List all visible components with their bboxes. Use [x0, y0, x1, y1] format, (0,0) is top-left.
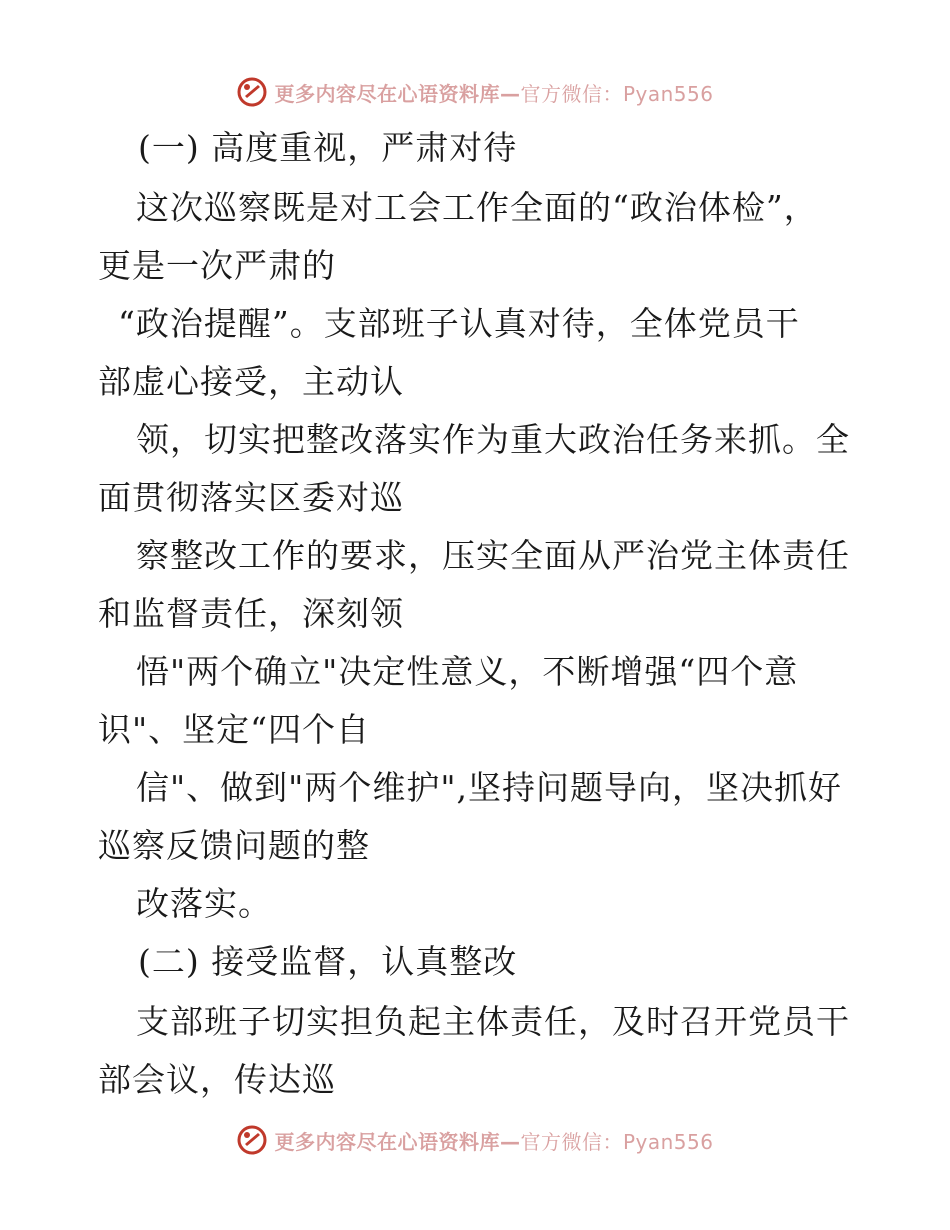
paragraph-line: 悟"两个确立"决定性意义，不断增强“四个意	[136, 652, 799, 691]
paragraph-line: 巡察反馈问题的整	[98, 826, 370, 865]
watermark-header	[0, 72, 950, 112]
watermark-wechat: 官方微信：Pyan556	[520, 1129, 714, 1154]
paragraph-line: 察整改工作的要求，压实全面从严治党主体责任	[136, 536, 850, 575]
logo-icon	[236, 1124, 268, 1156]
paragraph-line: 这次巡察既是对工会工作全面的“政治体检”，	[136, 188, 818, 227]
watermark-dash: —	[499, 1129, 521, 1154]
paragraph-line: 支部班子切实担负起主体责任，及时召开党员干	[136, 1002, 850, 1041]
watermark-dash: —	[499, 81, 521, 106]
watermark-main: 更多内容尽在心语资料库	[274, 1129, 500, 1154]
paragraph-line: 面贯彻落实区委对巡	[98, 478, 404, 517]
paragraph-line: 部虚心接受，主动认	[98, 362, 404, 401]
watermark-wechat: 官方微信：Pyan556	[520, 81, 714, 106]
heading-1: (一) 高度重视，严肃对待	[138, 128, 518, 167]
paragraph-line: 更是一次严肃的	[98, 246, 336, 285]
heading-2: (二) 接受监督，认真整改	[138, 942, 518, 981]
paragraph-line: 和监督责任，深刻领	[98, 594, 404, 633]
paragraph-line: 部会议，传达巡	[98, 1060, 336, 1099]
watermark-text	[274, 1126, 713, 1155]
watermark-text	[274, 78, 713, 107]
watermark-footer	[0, 1120, 950, 1160]
paragraph-line: 改落实。	[136, 884, 272, 923]
paragraph-line: 识"、坚定“四个自	[98, 710, 371, 749]
watermark-main: 更多内容尽在心语资料库	[274, 81, 500, 106]
paragraph-line: “政治提醒”。支部班子认真对待，全体党员干	[118, 304, 800, 343]
paragraph-line: 领，切实把整改落实作为重大政治任务来抓。全	[136, 420, 850, 459]
logo-icon	[236, 76, 268, 108]
paragraph-line: 信"、做到"两个维护",坚持问题导向，坚决抓好	[136, 768, 843, 807]
